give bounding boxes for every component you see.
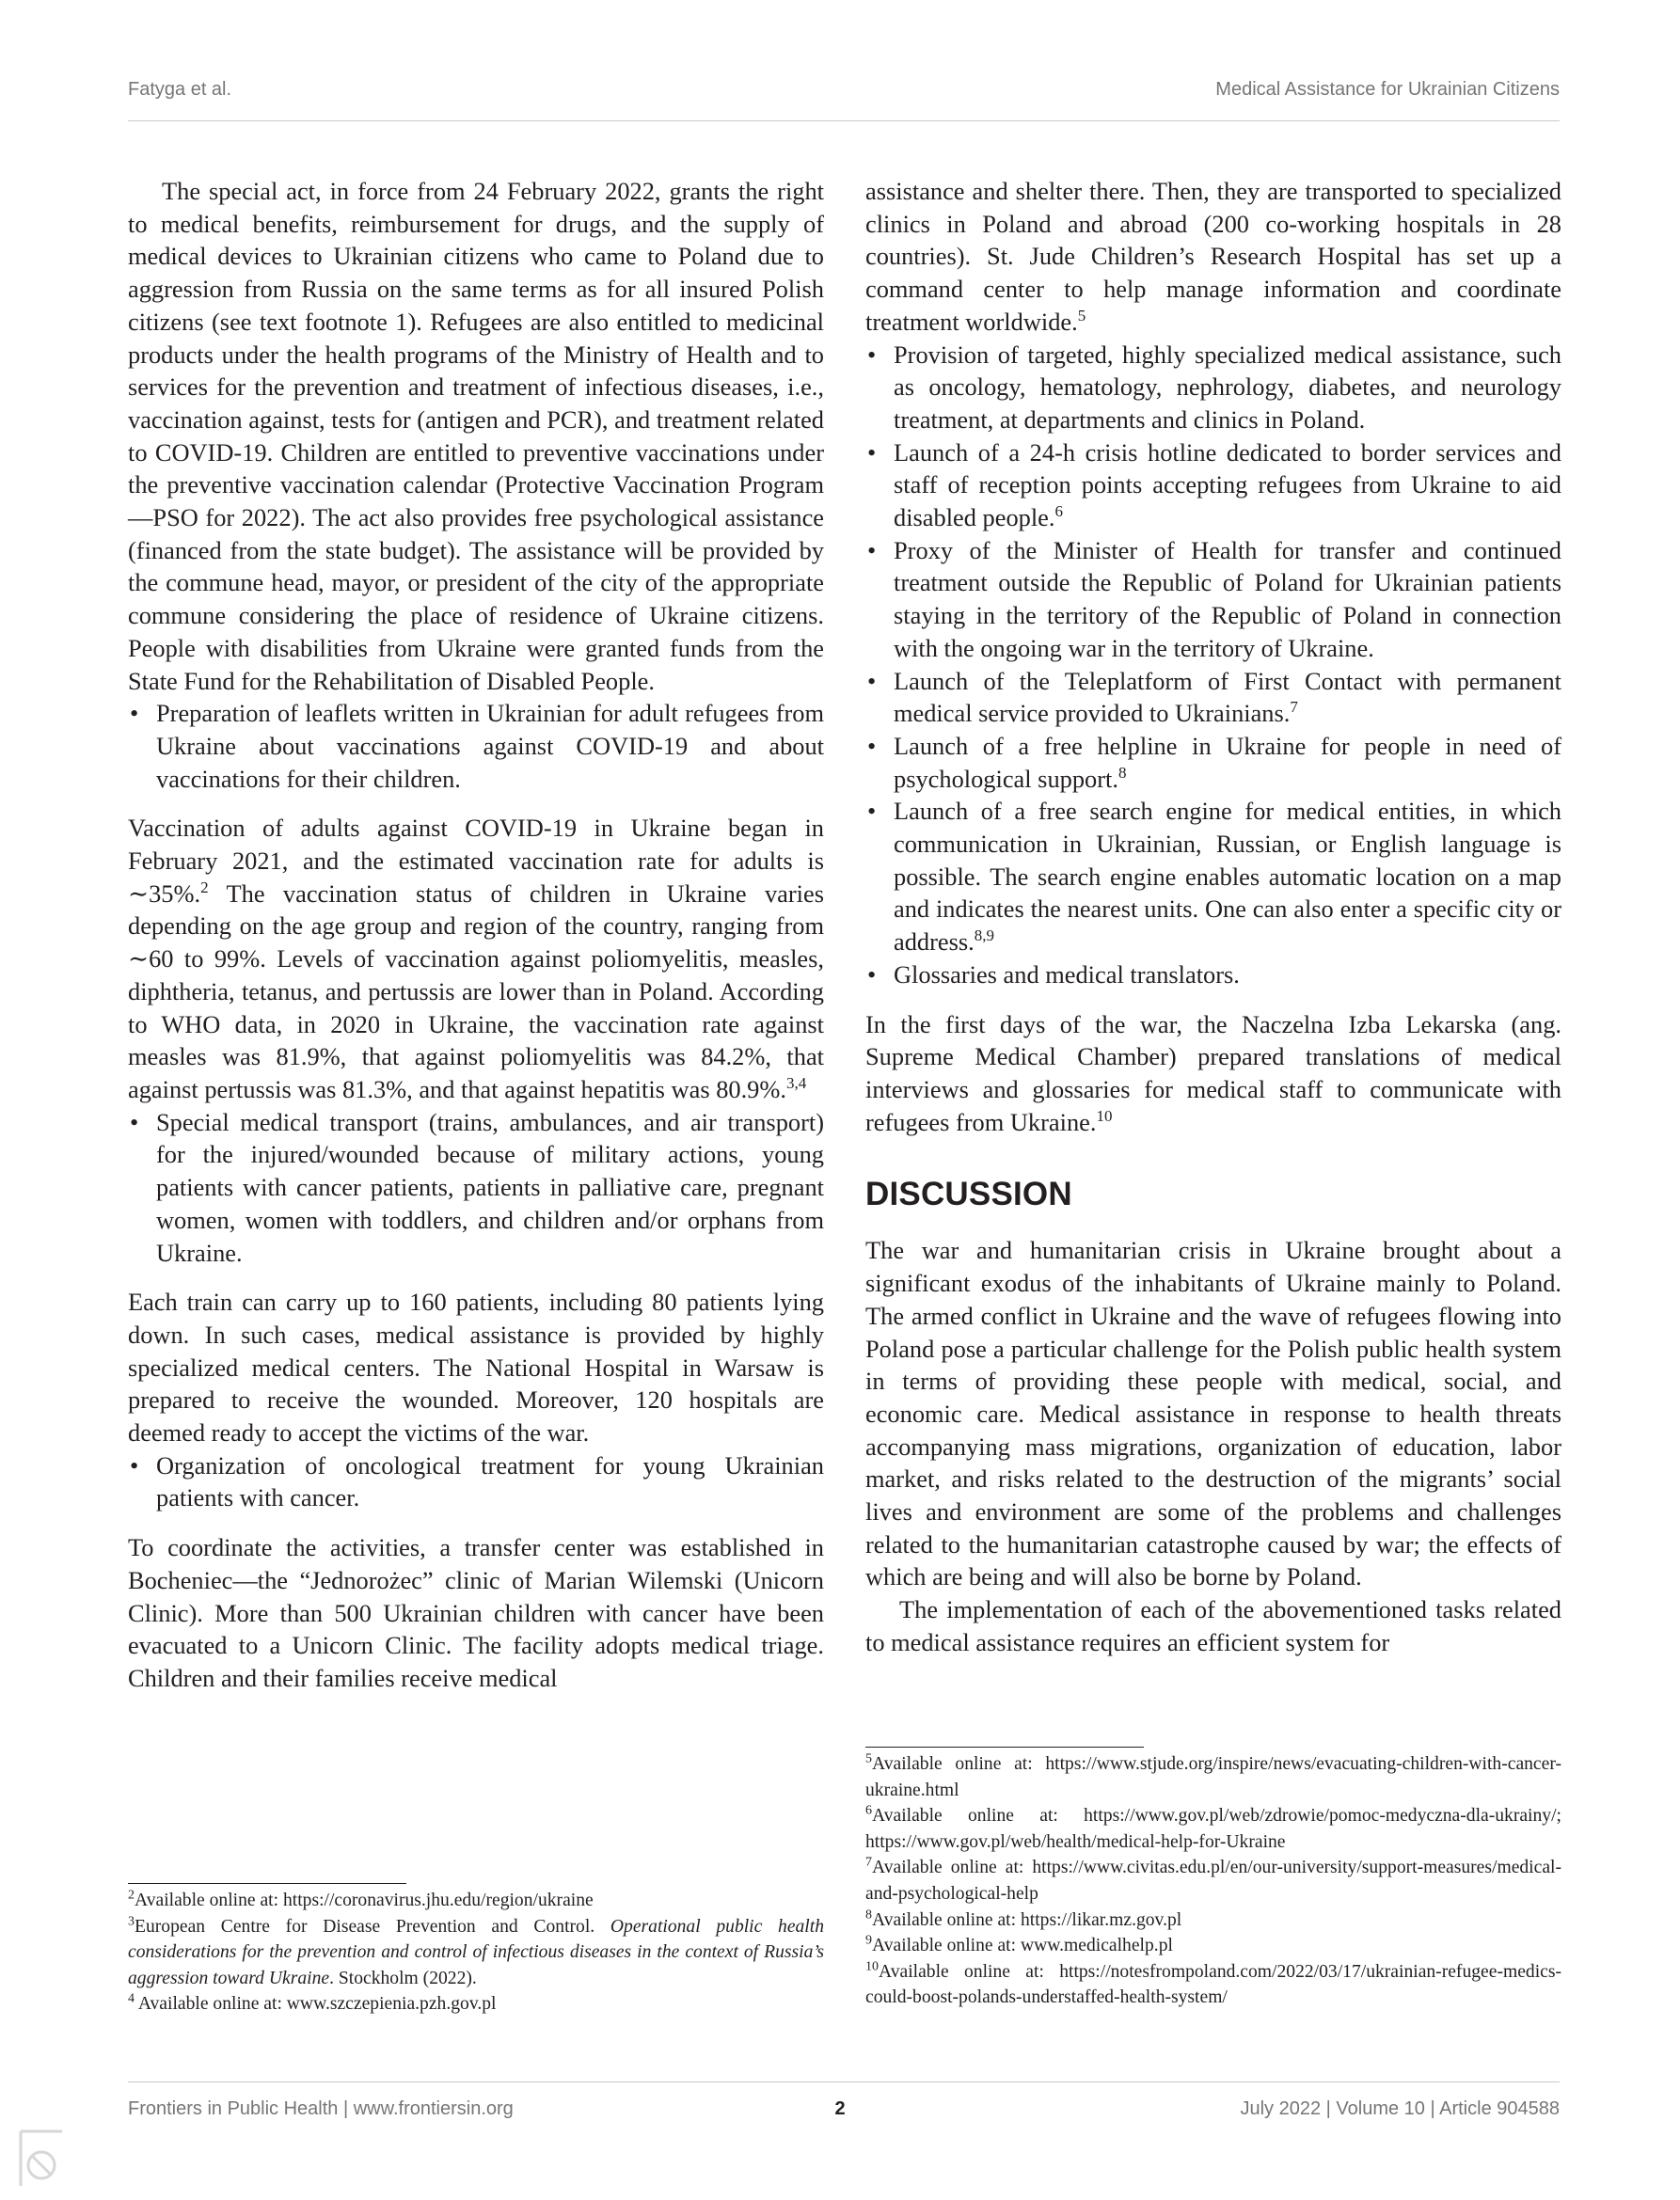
footnote-number: 5 [865,1751,872,1766]
footnote-text: Available online at: https://notesfrompoland.com/2022/03/17/ukrainian-refugee-medics-could-boost-polands-understaffed-health-system/ [865,1961,1561,2008]
footnote-number: 2 [128,1888,135,1903]
footnote-number: 3 [128,1914,135,1929]
footnote-number: 10 [865,1959,879,1974]
footnotes-left [128,1888,824,2018]
text-run: The vaccination status of children in Ukraine varies depending on the age group and region of the country, ranging from ∼60 to 99%. Levels of vaccination against poliomyelitis, measles, diphtheria, tetanus, and pertussis are lower than in Poland. According to WHO data, in 2020 in Ukraine, the vaccination rate against measles was 81.9%, that against poliomyelitis was 84.2%, that against pertussis was 81.3%, and that against hepatitis was 80.9%. [128,878,824,1103]
left-column [128,175,824,1695]
footnote [865,1907,1561,1934]
footnote-ref: 8 [1117,763,1127,782]
footnote [128,1914,824,1992]
bullet-item [865,534,1561,665]
footnote [128,1991,824,2018]
footnote-text: Available online at: www.medicalhelp.pl [872,1936,1173,1956]
footnote-text: European Centre for Disease Prevention and Control. [135,1916,610,1937]
bullet-list [128,1106,824,1270]
footnote-number: 9 [865,1933,872,1948]
body-paragraph [865,175,1561,339]
footnote-rule [128,1883,406,1884]
bullet-item [865,795,1561,958]
running-header-title: Medical Assistance for Ukrainian Citizens [1215,79,1560,100]
footnote-number: 7 [865,1855,872,1870]
footnote-ref: 7 [1290,698,1298,717]
footnote [865,1855,1561,1907]
footnote-ref: 5 [1077,307,1086,325]
text-run: Launch of the Teleplatform of First Contact with permanent medical service provided to Ukrainians. [894,666,1561,728]
footnote-text: Available online at: https://www.stjude.org/inspire/news/evacuating-children-with-cancer-ukraine.html [865,1754,1561,1800]
footnote-text: . Stockholm (2022). [329,1968,477,1988]
body-paragraph: Each train can carry up to 160 patients, including 80 patients lying down. In such cases, medical assistance is provided by highly specialized medical centers. The National Hospital in Warsaw is prepared to receive the wounded. Moreover, 120 hospitals are deemed ready to accept the victims of the war. [128,1288,824,1448]
frontiers-logo-icon [13,2128,70,2190]
footer-rule [128,2081,1560,2082]
footnotes-right [865,1751,1561,2011]
text-run: Launch of a free search engine for medical entities, in which communication in Ukrainian, Russian, or English language is possible. The search engine enables automatic location on a map and indicates the nearest units. One can also enter a specific city or address. [894,797,1561,957]
bullet-item [865,436,1561,534]
bullet-item [865,730,1561,795]
bullet-item: • Special medical transport (trains, ambulances, and air transport) for the injured/wounded because of military actions, young patients with cancer patients, patients in palliative care, pregnant women, women with toddlers, and children and/or orphans from Ukraine. [128,1106,824,1270]
bullet-list [128,697,824,795]
footnote-ref: 6 [1054,502,1063,521]
footnote-rule [865,1747,1144,1748]
text-run: Launch of a 24-h crisis hotline dedicated to border services and staff of reception points accepting refugees from Ukraine to aid disabled people. [894,437,1561,532]
footnote [865,1959,1561,2011]
body-paragraph: To coordinate the activities, a transfer center was established in Bocheniec—the “Jednorożec” clinic of Marian Wilemski (Unicorn Clinic). More than 500 Ukrainian children with cancer have been evacuated to a Unicorn Clinic. The facility adopts medical triage. Children and their families receive medical [128,1533,824,1692]
bullet-list [865,339,1561,991]
bullet-item [865,339,1561,436]
body-paragraph: The implementation of each of the abovementioned tasks related to medical assistance requires an efficient system for [865,1595,1561,1656]
bullet-list [128,1449,824,1514]
footnote-title: Operational public health considerations for the prevention and control of infectious diseases in the context of Russia’s aggression toward Ukraine [128,1916,824,1988]
bullet-item: • Organization of oncological treatment for young Ukrainian patients with cancer. [128,1449,824,1514]
footnote-ref: 2 [200,878,209,896]
footnote-number: 8 [865,1907,872,1923]
footnote [865,1933,1561,1959]
text-run: Vaccination of adults against COVID-19 in Ukraine began in February 2021, and the estimated vaccination rate for adults is ∼35%. [128,814,824,908]
page-number: 2 [834,2098,846,2119]
footnote-ref: 10 [1096,1106,1113,1125]
body-paragraph [128,812,824,1105]
footer-issue-info: July 2022 | Volume 10 | Article 904588 [1240,2098,1560,2119]
footnote-ref: 3,4 [785,1074,807,1093]
footnote-text: Available online at: https://www.civitas.edu.pl/en/our-university/support-measures/medical-and-psychological-help [865,1858,1561,1904]
body-paragraph: The war and humanitarian crisis in Ukraine brought about a significant exodus of the inhabitants of Ukraine mainly to Poland. The armed conflict in Ukraine and the wave of refugees flowing into Poland pose a particular challenge for the Polish public health system in terms of providing these people with medical, social, and economic care. Medical assistance in response to health threats accompanying mass migrations, organization of education, labor market, and risks related to the destruction of the migrants’ social lives and environment are some of the problems and challenges related to the humanitarian catastrophe caused by war; the effects of which are being and will also be borne by Poland. [865,1236,1561,1591]
footnote-text: Available online at: www.szczepienia.pzh.gov.pl [135,1994,497,2015]
footnote-text: Available online at: https://www.gov.pl/web/zdrowie/pomoc-medyczna-dla-ukrainy/; https://www.gov.pl/web/health/medical-help-for-Ukraine [865,1806,1561,1852]
body-paragraph [865,1008,1561,1139]
text-run: Proxy of the Minister of Health for transfer and continued treatment outside the Republic of Poland for Ukrainian patients staying in the territory of the Republic of Poland in connection with the ongoing war in the territory of Ukraine. [894,535,1561,662]
bullet-item [865,958,1561,991]
text-run: In the first days of the war, the Naczelna Izba Lekarska (ang. Supreme Medical Chamber) prepared translations of medical interviews and glossaries for medical staff to communicate with refugees from Ukraine. [865,1009,1561,1136]
text-run: Launch of a free helpline in Ukraine for people in need of psychological support. [894,731,1561,793]
bullet-item: • Preparation of leaflets written in Ukrainian for adult refugees from Ukraine about vaccinations against COVID-19 and about vaccinations for their children. [128,697,824,795]
running-header-authors: Fatyga et al. [128,79,232,100]
text-run: Provision of targeted, highly specialized medical assistance, such as oncology, hematology, nephrology, diabetes, and neurology treatment, at departments and clinics in Poland. [894,340,1561,434]
body-paragraph: The special act, in force from 24 February 2022, grants the right to medical benefits, reimbursement for drugs, and the supply of medical devices to Ukrainian citizens who came to Poland due to aggression from Russia on the same terms as for all insured Polish citizens (see text footnote 1). Refugees are also entitled to medicinal products under the health programs of the Ministry of Health and to services for the prevention and treatment of infectious diseases, i.e., vaccination against, tests for (antigen and PCR), and treatment related to COVID-19. Children are entitled to preventive vaccinations under the preventive vaccination calendar (Protective Vaccination Program—PSO for 2022). The act also provides free psychological assistance (financed from the state budget). The assistance will be provided by the commune head, mayor, or president of the city of the appropriate commune considering the place of residence of Ukraine citizens. People with disabilities from Ukraine were granted funds from the State Fund for the Rehabilitation of Disabled People. [128,177,824,695]
footnote [865,1751,1561,1803]
text-run: Glossaries and medical translators. [894,959,1240,989]
footnote-text: Available online at: https://coronavirus.jhu.edu/region/ukraine [135,1891,594,1910]
header-rule [128,120,1560,121]
footnote-ref: 8,9 [974,926,994,945]
footer-journal-link[interactable]: Frontiers in Public Health | www.frontiersin.org [128,2098,514,2119]
right-column [865,175,1561,1659]
text-run: assistance and shelter there. Then, they are transported to specialized clinics in Poland and abroad (200 co-working hospitals in 28 countries). St. Jude Children’s Research Hospital has set up a command center to help manage information and coordinate treatment worldwide. [865,177,1561,336]
footnote [128,1888,824,1914]
footnote-number: 6 [865,1803,872,1818]
footnote [865,1803,1561,1855]
footnote-text: Available online at: https://likar.mz.gov.pl [872,1909,1182,1930]
footnote-number: 4 [128,1991,135,2006]
bullet-item [865,665,1561,730]
section-heading: DISCUSSION [865,1176,1072,1213]
